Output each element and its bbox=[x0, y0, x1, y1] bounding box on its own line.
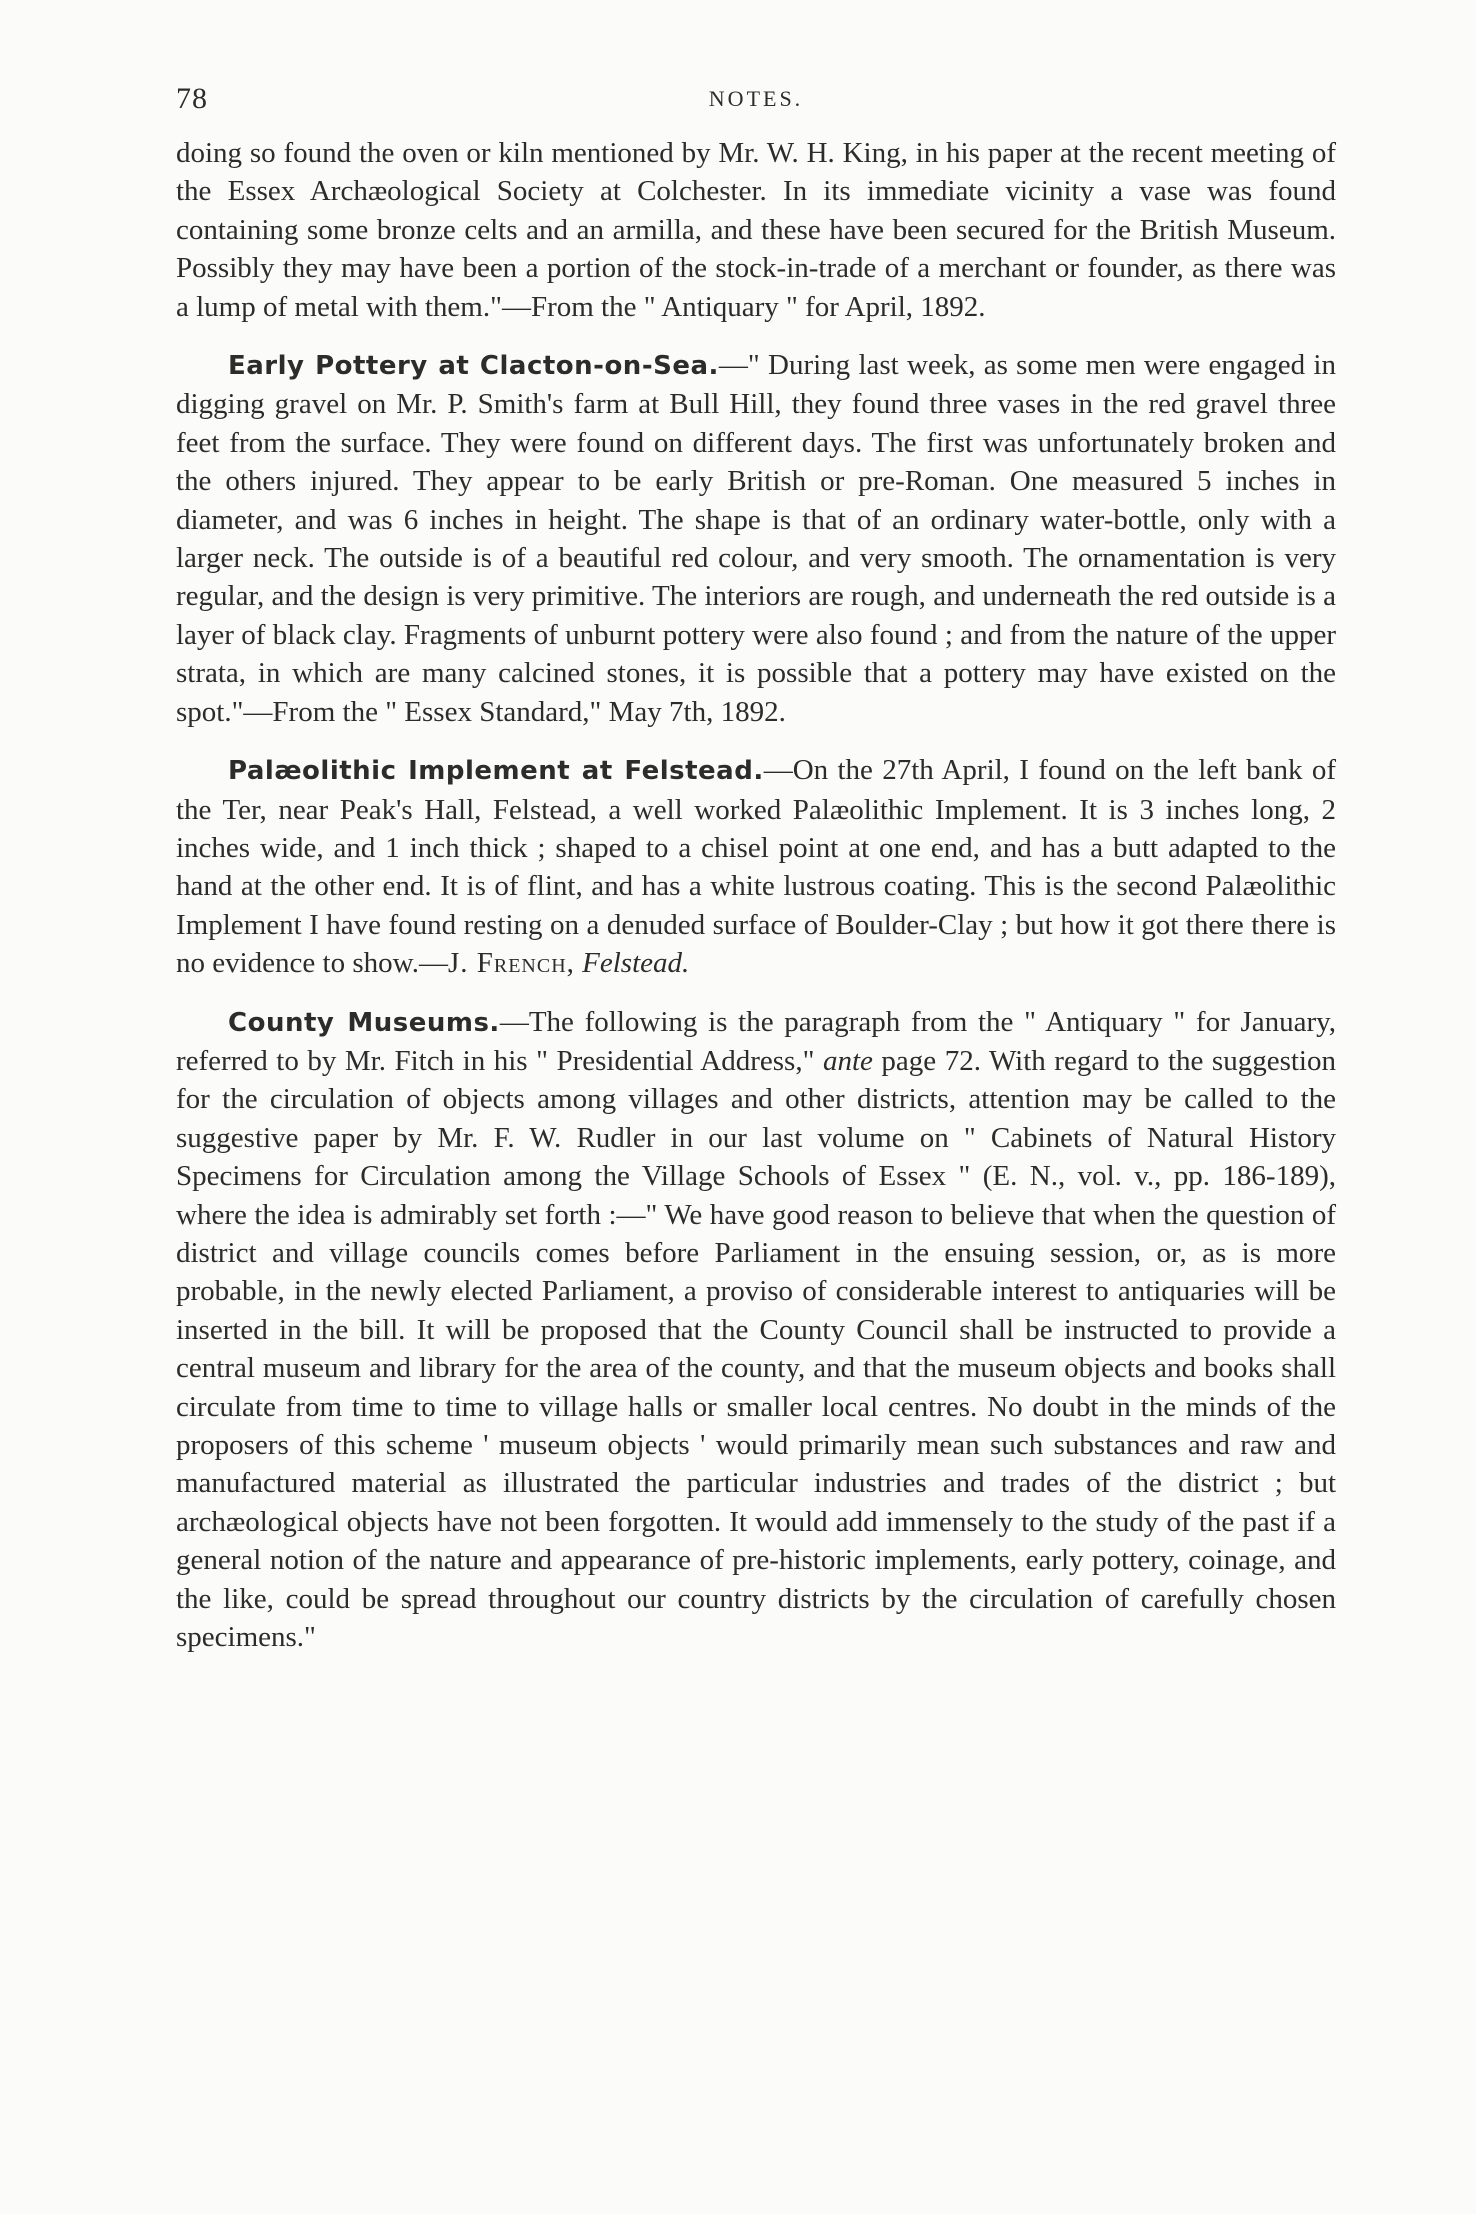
section-heading: Palæolithic Implement at Felstead. bbox=[228, 756, 764, 787]
paragraph-early-pottery bbox=[176, 346, 1336, 731]
page bbox=[176, 76, 1336, 1676]
page-header bbox=[176, 76, 1336, 128]
paragraph-text: —" During last week, as some men were engaged in digging gravel on Mr. P. Smith's farm at Bull Hill, they found three vases in the red gravel three feet from the surface. They were found on different days. The first was unfortunately broken and the others injured. They appear to be early British or pre-Roman. One measured 5 inches in diameter, and was 6 inches in height. The shape is that of an ordinary water-bottle, only with a larger neck. The outside is of a beautiful red colour, and very smooth. The ornamentation is very regular, and the design is very primitive. The interiors are rough, and underneath the red outside is a layer of black clay. Fragments of unburnt pottery were also found ; and from the nature of the upper strata, in which are many calcined stones, it is possible that a pottery may have existed on the spot."—From the " Essex Standard," May 7th, 1892. bbox=[176, 349, 1336, 728]
paragraph-text: page 72. With regard to the suggestion for the circulation of objects among villages and other districts, attention may be called to the suggestive paper by Mr. F. W. Rudler in our last volume on " Cabinets of Natural History Specimens for Circulation among the Village Schools of Essex " (E. N., vol. v., pp. 186-189), where the idea is admirably set forth :—" We have good reason to believe that when the question of district and village councils comes before Parliament in the ensuing session, or, as is more probable, in the newly elected Parliament, a proviso of considerable interest to antiquaries will be inserted in the bill. It will be proposed that the County Council shall be instructed to provide a central museum and library for the area of the county, and that the museum objects and books shall circulate from time to time to village halls or smaller local centres. No doubt in the minds of the proposers of this scheme ' museum objects ' would primarily mean such substances and raw and manufactured material as illustrated the particular industries and trades of the district ; but archæological objects have not been forgotten. It would add immensely to the study of the past if a general notion of the nature and appearance of pre-historic implements, early pottery, coinage, and the like, could be spread throughout our country districts by the circulation of carefully chosen specimens." bbox=[176, 1044, 1336, 1654]
author-signature: J. French, bbox=[447, 947, 575, 980]
section-heading: County Museums. bbox=[228, 1007, 500, 1038]
author-place: Felstead. bbox=[582, 947, 690, 980]
paragraph-palaeolithic-implement bbox=[176, 751, 1336, 982]
ante-italic: ante bbox=[822, 1044, 873, 1077]
paragraph-text: doing so found the oven or kiln mentioned by Mr. W. H. King, in his paper at the recent meeting of the Essex Archæological Society at Colchester. In its immediate vicinity a vase was found containing some bronze celts and an armilla, and these have been secured for the British Museum. Possibly they may have been a portion of the stock-in-trade of a merchant or founder, as there was a lump of metal with them."—From the " Antiquary " for April, 1892. bbox=[176, 137, 1336, 323]
paragraph-text: —On the 27th April, I found on the left bank of the Ter, near Peak's Hall, Felstead, a well worked Palæolithic Implement. It is 3 inches long, 2 inches wide, and 1 inch thick ; shaped to a chisel point at one end, and has a butt adapted to the hand at the other end. It is of flint, and has a white lustrous coating. This is the second Palæolithic Implement I have found resting on a denuded surface of Boulder-Clay ; but how it got there there is no evidence to show.— bbox=[176, 754, 1336, 980]
running-head: NOTES. bbox=[708, 86, 804, 111]
body-text bbox=[176, 134, 1336, 1656]
paragraph-continued bbox=[176, 134, 1336, 326]
paragraph-county-museums bbox=[176, 1003, 1336, 1657]
paragraph-text: —The following is the paragraph from the " Antiquary " for January, referred to by Mr. Fitch in his " Presidential Address," bbox=[176, 1005, 1337, 1077]
page-number: 78 bbox=[176, 82, 208, 115]
section-heading: Early Pottery at Clacton-on-Sea. bbox=[228, 351, 719, 382]
